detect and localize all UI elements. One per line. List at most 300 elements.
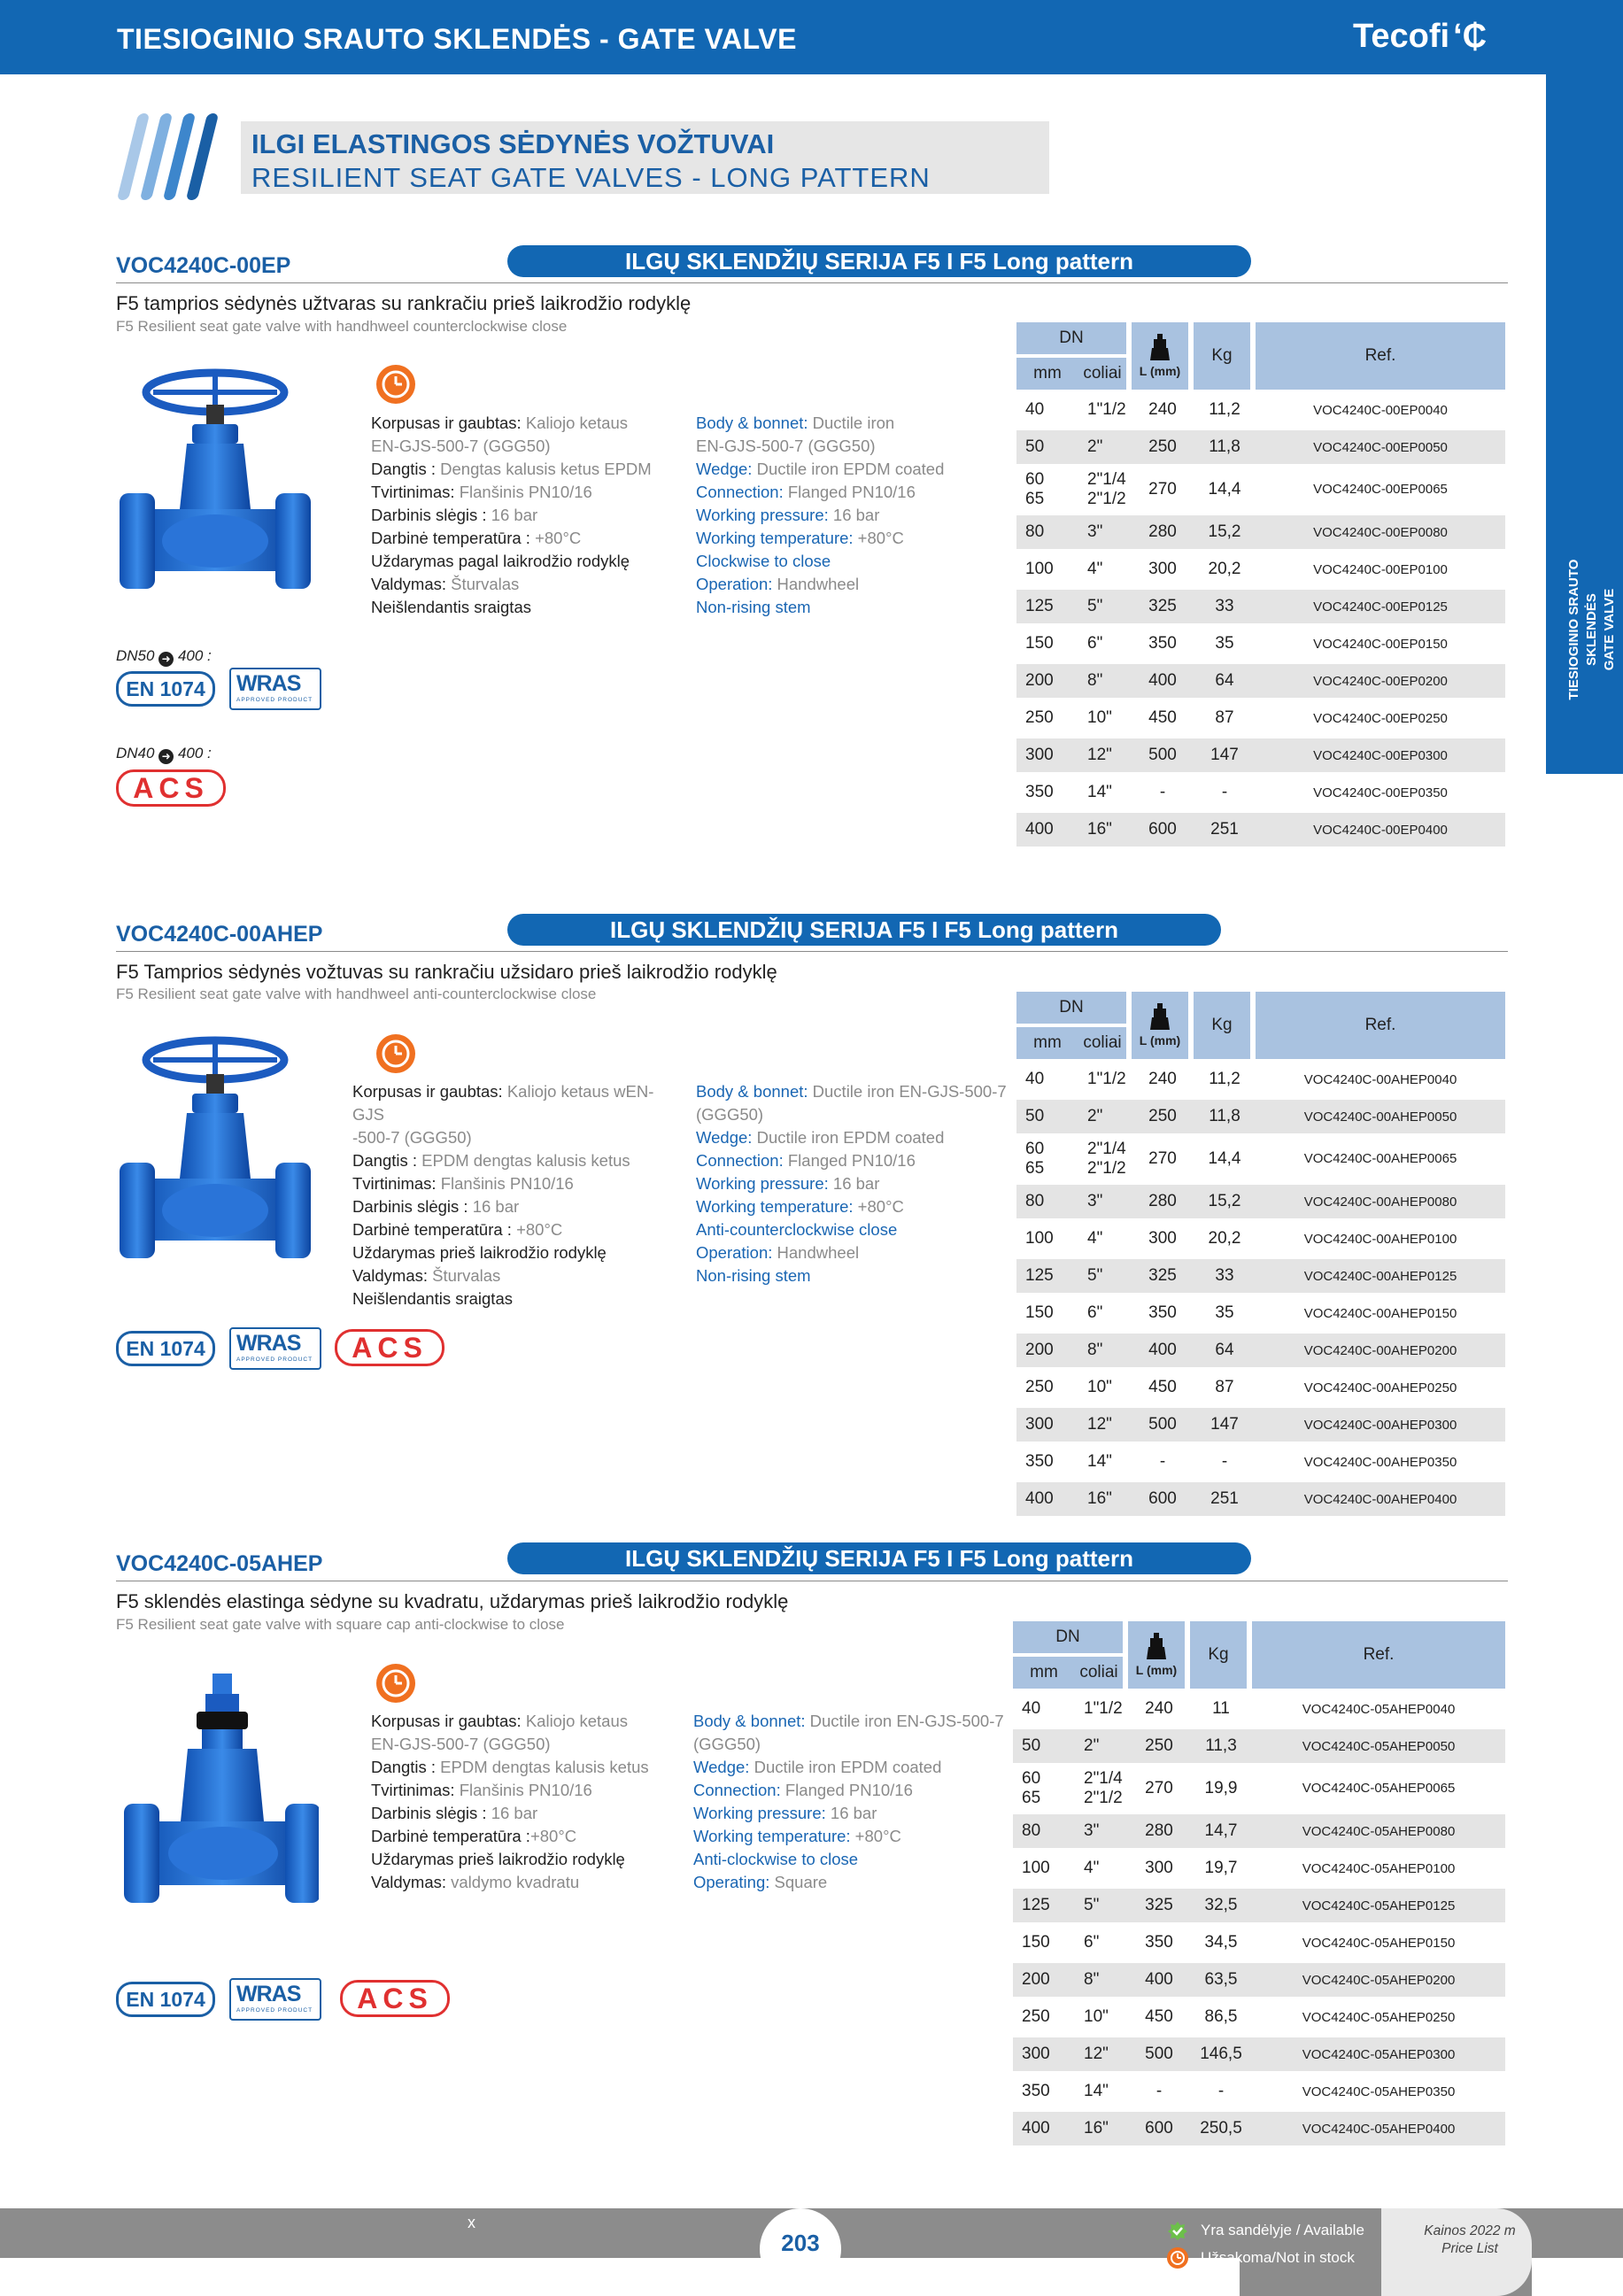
- header-kg: Kg: [1190, 1621, 1252, 1689]
- spec-line: [352, 1080, 680, 1126]
- cell-length: 350: [1148, 634, 1177, 653]
- cell-weight: 14,4: [1208, 1149, 1241, 1168]
- cell-length: 250: [1132, 430, 1194, 464]
- cell-dn-in: 16": [1075, 2112, 1128, 2145]
- series-pill: ILGŲ SKLENDŽIŲ SERIJA F5 I F5 Long pattern: [507, 245, 1251, 277]
- cell-ref: VOC4240C-00AHEP0300: [1256, 1408, 1505, 1442]
- valve-length-icon: [1148, 334, 1171, 364]
- spec-value: Ductile iron EN-GJS-500-7: [805, 1712, 1004, 1730]
- spec-key: Wedge:: [693, 1758, 750, 1776]
- cell-ref: VOC4240C-00EP0400: [1256, 813, 1505, 847]
- spec-line: [371, 1848, 699, 1871]
- spec-value: (GGG50): [696, 1105, 764, 1124]
- cell-length: 350: [1145, 1933, 1173, 1952]
- cell-ref: VOC4240C-05AHEP0080: [1252, 1814, 1505, 1848]
- header-kg: Kg: [1194, 322, 1256, 390]
- cell-ref: VOC4240C-00AHEP0125: [1256, 1259, 1505, 1293]
- spec-key: Uždarymas pagal laikrodžio rodyklę: [371, 552, 630, 570]
- cell-dn-in: 1"1/2: [1087, 1070, 1126, 1088]
- spec-key: Operation:: [696, 1243, 773, 1262]
- table-row: [1013, 1729, 1505, 1763]
- header-length: [1132, 992, 1194, 1059]
- wras-sublabel: APPROVED PRODUCT: [236, 1357, 313, 1363]
- cell-ref: VOC4240C-00EP0100: [1313, 561, 1448, 577]
- spec-value: 16 bar: [486, 1804, 538, 1822]
- wras-label: WRAS: [236, 1331, 301, 1356]
- table-row: [1016, 738, 1505, 772]
- cell-dn-mm: 80: [1016, 1185, 1078, 1218]
- spec-key: Working temperature:: [693, 1827, 851, 1845]
- cell-weight: -: [1221, 783, 1228, 801]
- cell-dn-in: 2": [1078, 430, 1132, 464]
- cell-dn-in: 3": [1078, 515, 1132, 549]
- cell-weight: 11: [1212, 1699, 1230, 1718]
- spec-line: [352, 1149, 680, 1172]
- not-in-stock-clock-icon: [376, 365, 415, 404]
- cell-ref: VOC4240C-05AHEP0065: [1302, 1781, 1456, 1796]
- cell-length: 500: [1132, 738, 1194, 772]
- header-ref: Ref.: [1256, 322, 1505, 390]
- table-row: [1016, 701, 1505, 735]
- cell-length: 280: [1132, 1185, 1194, 1218]
- not-in-stock-clock-icon: [1167, 2247, 1188, 2269]
- table-row: [1013, 1766, 1505, 1811]
- spec-value: valdymo kvadratu: [446, 1873, 580, 1891]
- spec-line: [696, 435, 1024, 458]
- cell-dn-in: 16": [1078, 1482, 1132, 1516]
- cell-length: 400: [1132, 1334, 1194, 1367]
- legend-not-in-stock: Užsakoma/Not in stock: [1201, 2249, 1355, 2266]
- cell-dn-in: 14": [1084, 2082, 1109, 2100]
- spec-line: [696, 1149, 1024, 1172]
- spec-line: [371, 596, 699, 619]
- table-row: [1016, 1445, 1505, 1479]
- spec-value: (GGG50): [693, 1735, 761, 1753]
- cell-length: 600: [1132, 1482, 1194, 1516]
- spec-key: Darbinis slėgis :: [352, 1197, 468, 1216]
- spec-line: [371, 1825, 699, 1848]
- cell-ref: VOC4240C-05AHEP0250: [1302, 2009, 1456, 2025]
- header-ref: Ref.: [1256, 992, 1505, 1059]
- spec-value: EN-GJS-500-7 (GGG50): [371, 437, 551, 455]
- table-row: [1016, 627, 1505, 661]
- spec-value: Ductile iron: [808, 414, 895, 432]
- spec-line: [371, 527, 699, 550]
- cell-weight: 250,5: [1190, 2112, 1252, 2145]
- acs-badge: ACS: [340, 1980, 450, 2017]
- cell-ref: VOC4240C-00EP0250: [1313, 710, 1448, 726]
- cell-dn-in: 10": [1087, 1378, 1112, 1396]
- cell-ref: VOC4240C-05AHEP0125: [1252, 1889, 1505, 1922]
- spec-value: +80°C: [511, 1220, 563, 1239]
- header-mm: mm: [1016, 358, 1078, 390]
- spec-line: [371, 1871, 699, 1894]
- cell-dn-mm: 50: [1016, 1100, 1078, 1133]
- specs-en: [696, 1080, 1024, 1287]
- cell-ref: VOC4240C-05AHEP0300: [1252, 2037, 1505, 2071]
- spec-line: [371, 550, 699, 573]
- cell-length: 240: [1148, 400, 1177, 419]
- price-list: Price List: [1441, 2241, 1498, 2256]
- cell-weight: 19,7: [1204, 1859, 1238, 1877]
- cell-ref: VOC4240C-00EP0125: [1256, 590, 1505, 623]
- spec-value: -500-7 (GGG50): [352, 1128, 472, 1147]
- cell-ref: VOC4240C-00AHEP0150: [1303, 1305, 1457, 1321]
- cell-dn-mm: 200: [1016, 664, 1078, 698]
- cell-weight: 86,5: [1204, 2007, 1238, 2026]
- product-desc-en: F5 Resilient seat gate valve with handhweel counterclockwise close: [116, 318, 568, 335]
- product-code: VOC4240C-00AHEP: [116, 922, 323, 947]
- cell-dn-mm: 60 65: [1022, 1769, 1041, 1807]
- spec-line: [371, 1733, 699, 1756]
- spec-value: Handwheel: [772, 575, 860, 593]
- specs-lt: [371, 412, 699, 619]
- cell-weight: 147: [1194, 738, 1256, 772]
- cell-length: 400: [1128, 1963, 1190, 1997]
- spec-line: [693, 1871, 1021, 1894]
- cell-dn-in: 10": [1087, 708, 1112, 727]
- brand-logo: [1353, 18, 1487, 56]
- spec-line: [696, 1126, 1024, 1149]
- cell-length: 500: [1132, 1408, 1194, 1442]
- cell-ref: VOC4240C-00EP0300: [1256, 738, 1505, 772]
- cell-weight: 33: [1194, 1259, 1256, 1293]
- spec-value: Flanged PN10/16: [783, 1151, 916, 1170]
- table-row: [1016, 1334, 1505, 1367]
- cell-ref: VOC4240C-00AHEP0065: [1303, 1151, 1457, 1166]
- cell-dn-in: 10": [1084, 2007, 1109, 2026]
- divider: [116, 951, 1508, 952]
- page-number: 203: [781, 2230, 820, 2256]
- spec-key: Body & bonnet:: [693, 1712, 806, 1730]
- cell-length: 600: [1128, 2112, 1190, 2145]
- cell-dn-mm: 60 65: [1025, 1140, 1045, 1178]
- spec-line: [371, 1802, 699, 1825]
- cell-weight: 15,2: [1194, 1185, 1256, 1218]
- cell-ref: VOC4240C-00AHEP0250: [1303, 1380, 1457, 1395]
- cell-ref: VOC4240C-00AHEP0040: [1303, 1071, 1457, 1087]
- spec-line: [371, 504, 699, 527]
- spec-line: [371, 1710, 699, 1733]
- table-row: [1013, 1692, 1505, 1726]
- spec-value: 16 bar: [828, 506, 880, 524]
- header-ref: Ref.: [1252, 1621, 1505, 1689]
- cell-ref: VOC4240C-05AHEP0150: [1302, 1935, 1456, 1951]
- cell-dn-mm: 300: [1016, 738, 1078, 772]
- product-desc-en: F5 Resilient seat gate valve with handhweel anti-counterclockwise close: [116, 986, 597, 1002]
- spec-line: [696, 412, 1024, 435]
- spec-value: EPDM dengtas kalusis ketus: [417, 1151, 630, 1170]
- cell-ref: VOC4240C-00AHEP0100: [1303, 1231, 1457, 1247]
- cell-weight: 33: [1194, 590, 1256, 623]
- spec-line: [371, 412, 699, 435]
- spec-key: Uždarymas prieš laikrodžio rodyklę: [352, 1243, 607, 1262]
- spec-key: Connection:: [693, 1781, 781, 1799]
- spec-key: Non-rising stem: [696, 1266, 811, 1285]
- header-in: coliai: [1078, 358, 1132, 390]
- cell-ref: VOC4240C-00EP0065: [1313, 482, 1448, 497]
- header-kg: Kg: [1194, 992, 1256, 1059]
- cell-dn-mm: 150: [1025, 634, 1054, 653]
- cell-weight: 11,3: [1190, 1729, 1252, 1763]
- cell-weight: -: [1217, 2082, 1225, 2100]
- wras-label: WRAS: [236, 1982, 301, 2006]
- cell-dn-in: 14": [1087, 783, 1112, 801]
- cell-dn-in: 1"1/2: [1087, 400, 1126, 419]
- spec-key: Non-rising stem: [696, 598, 811, 616]
- spec-line: [371, 435, 699, 458]
- spec-key: Connection:: [696, 483, 784, 501]
- table-row: [1013, 1889, 1505, 1922]
- cell-ref: VOC4240C-00EP0350: [1313, 785, 1448, 800]
- spec-line: [352, 1241, 680, 1264]
- cell-dn-mm: 80: [1013, 1814, 1075, 1848]
- wras-badge: [229, 668, 321, 710]
- spec-key: Darbinis slėgis :: [371, 1804, 487, 1822]
- cell-ref: VOC4240C-00EP0050: [1256, 430, 1505, 464]
- page-header-title: TIESIOGINIO SRAUTO SKLENDĖS - GATE VALVE: [117, 23, 797, 55]
- spec-value: Ductile iron EPDM coated: [749, 1758, 942, 1776]
- side-tab-line1: TIESIOGINIO SRAUTO SKLENDĖS: [1566, 559, 1599, 700]
- spec-line: [696, 458, 1024, 481]
- valve-length-icon: [1148, 1003, 1171, 1033]
- spec-key: Valdymas:: [352, 1266, 428, 1285]
- spec-line: [696, 1080, 1024, 1103]
- cell-dn-in: 1"1/2: [1084, 1699, 1123, 1718]
- spec-key: Body & bonnet:: [696, 414, 808, 432]
- table-row: [1016, 1185, 1505, 1218]
- table-row: [1016, 553, 1505, 586]
- cell-ref: VOC4240C-00EP0200: [1256, 664, 1505, 698]
- cell-weight: 147: [1194, 1408, 1256, 1442]
- spec-key: Connection:: [696, 1151, 784, 1170]
- cell-length: 300: [1145, 1859, 1173, 1877]
- cell-weight: 251: [1194, 1482, 1256, 1516]
- cell-dn-in: 4": [1087, 1229, 1103, 1248]
- cell-weight: 14,7: [1190, 1814, 1252, 1848]
- cell-ref: VOC4240C-00AHEP0080: [1256, 1185, 1505, 1218]
- cell-weight: 35: [1215, 634, 1234, 653]
- cell-ref: VOC4240C-05AHEP0400: [1252, 2112, 1505, 2145]
- spec-value: Dengtas kalusis ketus EPDM: [436, 460, 652, 478]
- cell-weight: -: [1221, 1452, 1228, 1471]
- cell-ref: VOC4240C-05AHEP0050: [1252, 1729, 1505, 1763]
- cell-dn-mm: 100: [1025, 1229, 1054, 1248]
- table-row: [1016, 1137, 1505, 1181]
- spec-value: Square: [769, 1873, 828, 1891]
- spec-line: [696, 527, 1024, 550]
- cell-dn-mm: 350: [1022, 2082, 1050, 2100]
- spec-key: Working pressure:: [696, 506, 829, 524]
- table-row: [1016, 1100, 1505, 1133]
- spec-key: Clockwise to close: [696, 552, 831, 570]
- table-row: [1016, 776, 1505, 809]
- spec-key: Darbinė temperatūra :: [352, 1220, 512, 1239]
- table-row: [1013, 1963, 1505, 1997]
- cell-dn-mm: 150: [1022, 1933, 1050, 1952]
- spec-value: Ductile iron EPDM coated: [752, 460, 945, 478]
- specs-en: [693, 1710, 1021, 1894]
- cell-weight: 34,5: [1204, 1933, 1238, 1952]
- en1074-badge: EN 1074: [116, 1982, 215, 2017]
- spec-key: Dangtis :: [371, 1758, 437, 1776]
- price-list-label: [1412, 2223, 1527, 2258]
- cell-dn-in: 6": [1087, 1303, 1103, 1322]
- spec-value: 16 bar: [468, 1197, 520, 1216]
- spec-value: +80°C: [529, 529, 582, 547]
- spec-table: [1016, 988, 1505, 1519]
- spec-value: EN-GJS-500-7 (GGG50): [696, 437, 876, 455]
- footer-mark: x: [468, 2214, 475, 2231]
- spec-value: Flanged PN10/16: [783, 483, 916, 501]
- cell-dn-mm: 300: [1016, 1408, 1078, 1442]
- table-row: [1013, 2037, 1505, 2071]
- header-length: [1128, 1621, 1190, 1689]
- header-l: L (mm): [1135, 1663, 1178, 1677]
- cell-dn-mm: 60 65: [1025, 470, 1045, 508]
- spec-value: Flanged PN10/16: [780, 1781, 913, 1799]
- cell-length: -: [1159, 1452, 1166, 1471]
- specs-lt: [352, 1080, 680, 1310]
- product-desc-lt: F5 sklendės elastinga sėdyne su kvadratu, uždarymas prieš laikrodžio rodyklę: [116, 1590, 789, 1612]
- cell-ref: VOC4240C-05AHEP0200: [1252, 1963, 1505, 1997]
- cell-dn-mm: 400: [1016, 813, 1078, 847]
- cell-dn-mm: 350: [1025, 1452, 1054, 1471]
- spec-value: +80°C: [529, 1827, 577, 1845]
- cell-weight: 63,5: [1190, 1963, 1252, 1997]
- spec-value: +80°C: [853, 1197, 904, 1216]
- cell-length: 450: [1148, 1378, 1177, 1396]
- valve-length-icon: [1145, 1633, 1168, 1663]
- cell-weight: 20,2: [1208, 560, 1241, 578]
- spec-line: [696, 504, 1024, 527]
- header-mm: mm: [1013, 1657, 1075, 1689]
- table-row: [1016, 813, 1505, 847]
- cell-dn-in: 2"1/4 2"1/2: [1084, 1769, 1123, 1807]
- spec-value: Šturvalas: [446, 575, 520, 593]
- side-tab-line2: GATE VALVE: [1602, 588, 1617, 671]
- spec-value: +80°C: [850, 1827, 901, 1845]
- cell-dn-mm: 125: [1016, 590, 1078, 623]
- arrow-right-icon: ➜: [158, 749, 174, 764]
- spec-value: Flanšinis PN10/16: [454, 1781, 592, 1799]
- divider: [116, 282, 1508, 283]
- spec-value: EN-GJS-500-7 (GGG50): [371, 1735, 551, 1753]
- brand-name: Tecofi: [1353, 18, 1450, 55]
- cell-length: -: [1159, 783, 1166, 801]
- cell-length: 450: [1148, 708, 1177, 727]
- cell-dn-mm: 250: [1025, 1378, 1054, 1396]
- table-row: [1016, 1482, 1505, 1516]
- spec-value: 16 bar: [825, 1804, 877, 1822]
- wras-sublabel: APPROVED PRODUCT: [236, 697, 313, 703]
- cell-dn-mm: 200: [1013, 1963, 1075, 1997]
- cell-weight: 15,2: [1194, 515, 1256, 549]
- spec-key: Darbinis slėgis :: [371, 506, 487, 524]
- cell-ref: VOC4240C-05AHEP0350: [1302, 2083, 1456, 2099]
- spec-table: [1016, 319, 1505, 850]
- spec-line: [693, 1733, 1021, 1756]
- dn-note: [116, 647, 212, 667]
- cell-ref: VOC4240C-05AHEP0100: [1302, 1860, 1456, 1876]
- acs-badge: ACS: [116, 769, 226, 807]
- table-row: [1016, 664, 1505, 698]
- spec-value: Ductile iron EPDM coated: [752, 1128, 945, 1147]
- table-row: [1016, 1371, 1505, 1404]
- cell-ref: VOC4240C-00EP0040: [1313, 402, 1448, 418]
- spec-line: [371, 458, 699, 481]
- cell-weight: 87: [1215, 708, 1234, 727]
- cell-dn-mm: 40: [1022, 1699, 1041, 1718]
- cell-ref: VOC4240C-00AHEP0050: [1256, 1100, 1505, 1133]
- table-row: [1016, 430, 1505, 464]
- cell-ref: VOC4240C-00EP0150: [1313, 636, 1448, 652]
- cell-length: 325: [1128, 1889, 1190, 1922]
- cell-weight: 11,2: [1209, 1070, 1240, 1088]
- cell-length: 400: [1132, 664, 1194, 698]
- product-desc-en: F5 Resilient seat gate valve with square cap anti-clockwise to close: [116, 1616, 565, 1633]
- cell-dn-mm: 40: [1025, 1070, 1045, 1088]
- spec-value: Kaliojo ketaus wEN- GJS: [352, 1082, 654, 1124]
- cell-dn-mm: 250: [1025, 708, 1054, 727]
- spec-line: [696, 1195, 1024, 1218]
- table-row: [1016, 1408, 1505, 1442]
- handwheel-gate-valve-image: [118, 359, 313, 624]
- specs-en: [696, 412, 1024, 619]
- cell-dn-mm: 150: [1025, 1303, 1054, 1322]
- product-desc-lt: F5 Tamprios sėdynės vožtuvas su rankračiu užsidaro prieš laikrodžio rodyklę: [116, 961, 777, 983]
- cell-length: 350: [1148, 1303, 1177, 1322]
- cell-weight: 14,4: [1208, 480, 1241, 499]
- cell-dn-in: 5": [1075, 1889, 1128, 1922]
- spec-line: [371, 1756, 699, 1779]
- cell-ref: VOC4240C-00AHEP0350: [1303, 1454, 1457, 1470]
- table-row: [1016, 1063, 1505, 1096]
- cell-dn-in: 2"1/4 2"1/2: [1087, 1140, 1126, 1178]
- price-year: Kainos 2022 m: [1424, 2223, 1516, 2238]
- table-row: [1013, 2075, 1505, 2108]
- en1074-badge: EN 1074: [116, 671, 215, 707]
- table-row: [1016, 393, 1505, 427]
- spec-line: [696, 1103, 1024, 1126]
- cell-length: 450: [1145, 2007, 1173, 2026]
- acs-badge: ACS: [335, 1329, 444, 1366]
- dn-note-value: 400 :: [177, 745, 212, 761]
- spec-line: [696, 550, 1024, 573]
- spec-key: Wedge:: [696, 1128, 753, 1147]
- spec-line: [696, 1241, 1024, 1264]
- cell-dn-in: 14": [1087, 1452, 1112, 1471]
- spec-key: Korpusas ir gaubtas:: [352, 1082, 503, 1101]
- spec-value: +80°C: [853, 529, 904, 547]
- cell-length: 240: [1148, 1070, 1177, 1088]
- spec-line: [371, 481, 699, 504]
- table-row: [1013, 2000, 1505, 2034]
- cell-weight: 35: [1215, 1303, 1234, 1322]
- square-cap-gate-valve-image: [124, 1669, 319, 1935]
- spec-line: [352, 1172, 680, 1195]
- arrow-right-icon: ➜: [158, 652, 174, 667]
- cell-dn-mm: 200: [1016, 1334, 1078, 1367]
- table-row: [1016, 468, 1505, 512]
- cell-dn-in: 6": [1084, 1933, 1100, 1952]
- cell-length: 270: [1148, 1149, 1177, 1168]
- table-row: [1013, 1926, 1505, 1960]
- spec-value: Handwheel: [772, 1243, 860, 1262]
- cell-dn-in: 3": [1075, 1814, 1128, 1848]
- product-code: VOC4240C-00EP: [116, 253, 291, 278]
- spec-key: Body & bonnet:: [696, 1082, 808, 1101]
